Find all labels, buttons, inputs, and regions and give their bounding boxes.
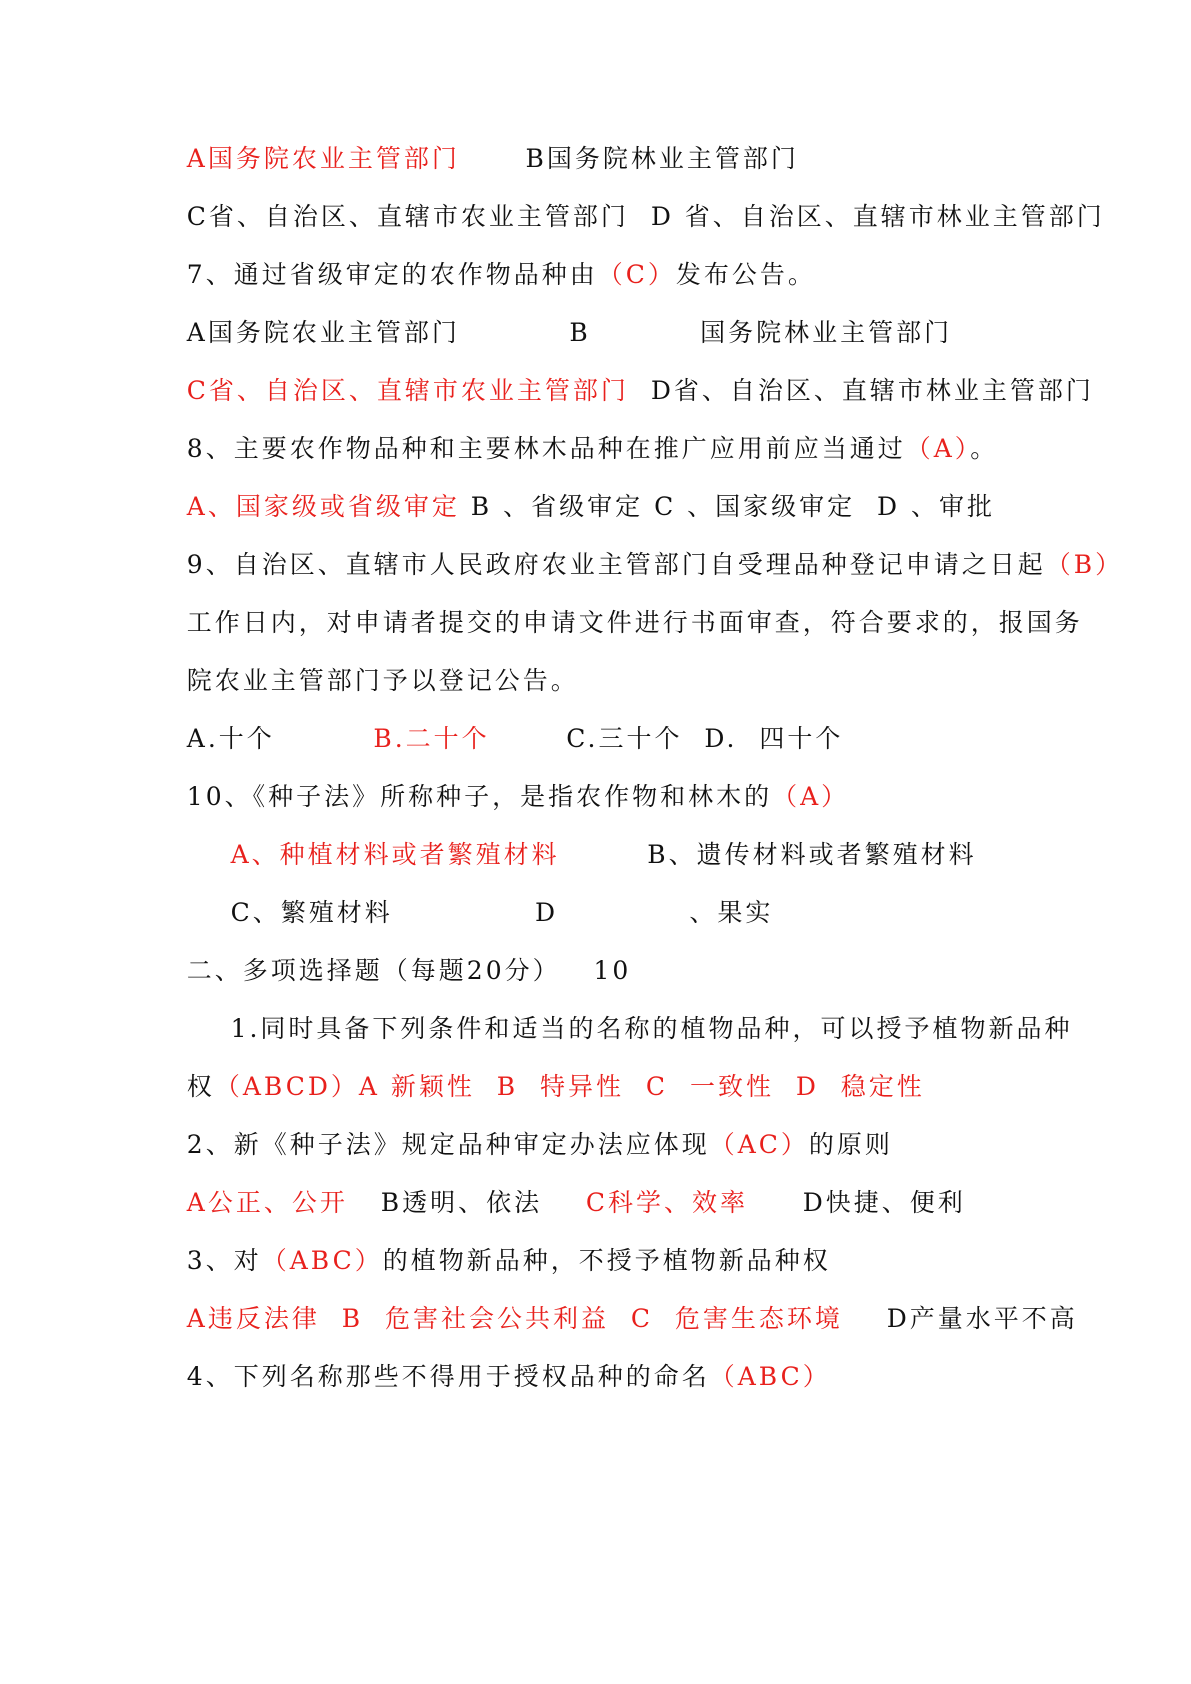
answer-text: A国务院农业主管部门 <box>186 144 460 173</box>
body-text: 7、通过省级审定的农作物品种由 <box>186 260 598 289</box>
body-text: 3、对 <box>186 1246 262 1275</box>
body-text: C省、自治区、直辖市农业主管部门 D 省、自治区、直辖市林业主管部门 <box>186 202 1105 231</box>
body-text: 8、主要农作物品种和主要林木品种在推广应用前应当通过 <box>186 434 906 463</box>
body-text: 的原则 <box>808 1130 893 1159</box>
body-text: 9、自治区、直辖市人民政府农业主管部门自受理品种登记申请之日起 <box>186 550 1046 579</box>
body-text: B、遗传材料或者繁殖材料 <box>559 840 977 869</box>
answer-text: （A） <box>905 434 971 463</box>
answer-text: A、种植材料或者繁殖材料 <box>230 840 560 869</box>
body-text: 4、下列名称那些不得用于授权品种的命名 <box>186 1362 710 1391</box>
body-text: B透明、依法 <box>347 1188 586 1217</box>
answer-text: C科学、效率 <box>585 1188 748 1217</box>
answer-text: C省、自治区、直辖市农业主管部门 <box>186 376 629 405</box>
body-text: 权 <box>186 1072 215 1101</box>
body-text: D快捷、便利 <box>748 1188 966 1217</box>
answer-text: （A） <box>772 782 850 811</box>
body-text: 。 <box>970 434 999 463</box>
body-text <box>187 840 231 869</box>
body-text: 的植物新品种，不授予植物新品种权 <box>382 1246 831 1275</box>
body-text: D省、自治区、直辖市林业主管部门 <box>628 376 1094 405</box>
answer-text: （AC） <box>709 1130 809 1159</box>
answer-text: A公正、公开 <box>186 1188 348 1217</box>
answer-text: A、国家级或省级审定 <box>186 492 460 521</box>
answer-text: （ABC） <box>709 1362 831 1391</box>
answer-text: （B） <box>1045 550 1124 579</box>
body-text: 发布公告。 <box>675 260 816 289</box>
body-text: C、繁殖材料 D 、果实 <box>186 898 774 927</box>
answer-text: （C） <box>597 260 676 289</box>
body-text: 院农业主管部门予以登记公告。 <box>186 666 579 695</box>
answer-text: （ABCD）A 新颖性 B 特异性 C 一致性 D 稳定性 <box>214 1072 925 1101</box>
body-text: B国务院林业主管部门 <box>459 144 799 173</box>
question-line <box>143 1332 831 1422</box>
body-text: C.三十个 D. 四十个 <box>489 724 844 753</box>
body-text: B 、省级审定 C 、国家级审定 D 、审批 <box>459 492 996 521</box>
body-text: 10、《种子法》所称种子，是指农作物和林木的 <box>186 782 773 811</box>
body-text: 1.同时具备下列条件和适当的名称的植物品种，可以授予植物新品种 <box>186 1014 1073 1043</box>
answer-text: B.二十个 <box>373 724 490 753</box>
body-text: 2、新《种子法》规定品种审定办法应体现 <box>186 1130 710 1159</box>
answer-text: A违反法律 B 危害社会公共利益 C 危害生态环境 <box>186 1304 843 1333</box>
body-text: 二、多项选择题（每题20分） 10 <box>186 956 632 985</box>
body-text: 工作日内，对申请者提交的申请文件进行书面审查，符合要求的，报国务 <box>186 608 1083 637</box>
body-text: D产量水平不高 <box>842 1304 1078 1333</box>
answer-text: （ABC） <box>261 1246 383 1275</box>
body-text: A国务院农业主管部门 B 国务院林业主管部门 <box>186 318 953 347</box>
body-text: A.十个 <box>186 724 374 753</box>
